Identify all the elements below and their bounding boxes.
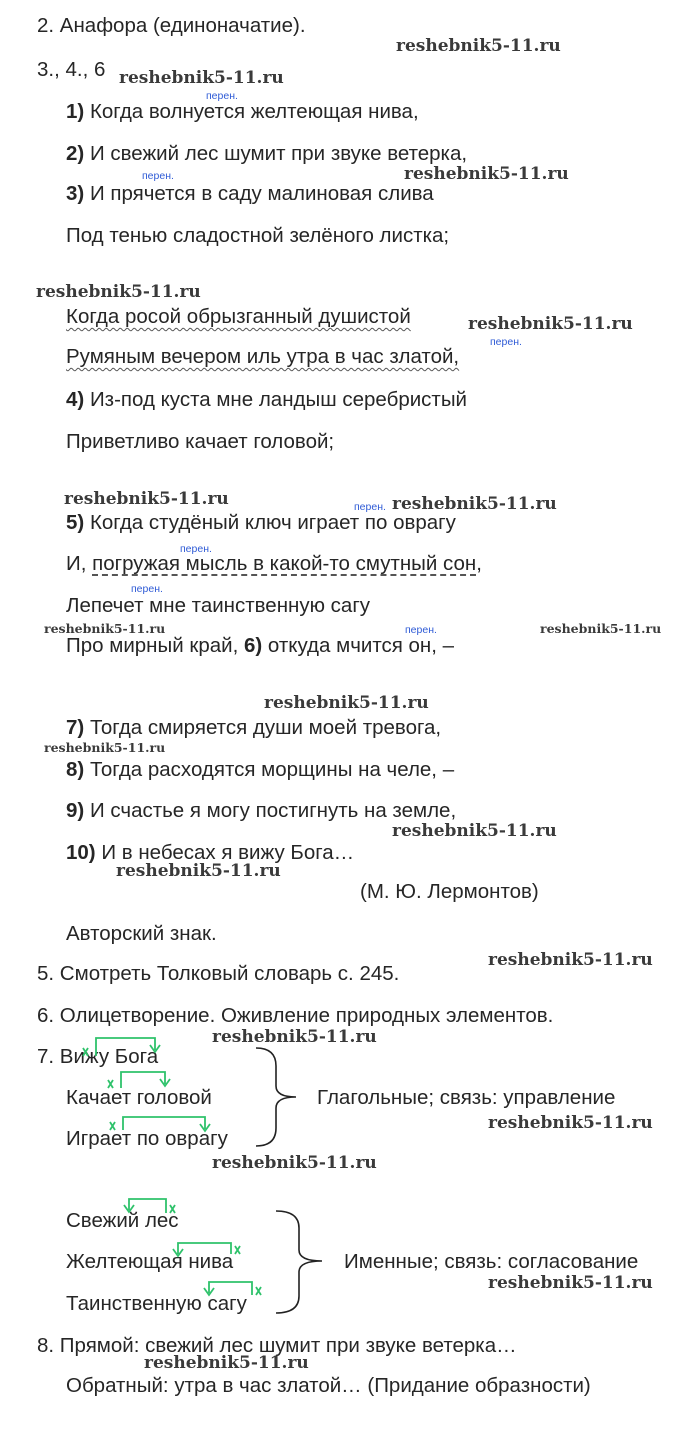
dependency-arrow [124, 1199, 175, 1213]
line-number: 10) [66, 841, 96, 864]
line-text: И прячется в саду малиновая слива [89, 182, 434, 205]
item-8-inverse: Обратный: утра в час златой… (Придание образности) [66, 1374, 591, 1397]
item-3-heading: 3., 4., 6 [37, 58, 106, 81]
watermark: reshebnik5-11.ru [264, 693, 429, 713]
verbal-group-label: Глагольные; связь: управление [317, 1086, 616, 1109]
wavy-phrase: Когда росой обрызганный душистой [66, 305, 411, 328]
watermark: reshebnik5-11.ru [540, 621, 662, 636]
line-number: 9) [66, 799, 85, 822]
line-text: Про мирный край, [66, 634, 244, 657]
watermark: reshebnik5-11.ru [488, 950, 653, 970]
line-number: 2) [66, 142, 85, 165]
transfer-note: перен. [490, 336, 522, 348]
line-number: 6) [244, 634, 263, 657]
dependency-arrow [83, 1038, 160, 1056]
line-text: И счастье я могу постигнуть на земле, [89, 799, 457, 822]
wavy-phrase: Румяным вечером иль утра в час златой, [66, 345, 460, 368]
line-text: Тогда расходятся морщины на челе, – [89, 758, 455, 781]
item-5: 5. Смотреть Толковый словарь с. 245. [37, 962, 400, 985]
transfer-note: перен. [131, 583, 163, 595]
dependency-arrow [204, 1282, 261, 1295]
item-8-direct: 8. Прямой: свежий лес шумит при звуке ветерка… [37, 1334, 517, 1357]
transfer-note: перен. [206, 90, 238, 102]
line-number: 8) [66, 758, 85, 781]
author-sign: Авторский знак. [66, 922, 217, 945]
watermark: reshebnik5-11.ru [64, 489, 229, 509]
phrase-1: Вижу Бога [59, 1045, 159, 1068]
line-number: 7) [66, 716, 85, 739]
transfer-note: перен. [142, 170, 174, 182]
transfer-note: перен. [354, 501, 386, 513]
phrase-5: Желтеющая нива [66, 1250, 234, 1273]
item-7-prefix: 7. [37, 1045, 60, 1068]
transfer-note: перен. [405, 624, 437, 636]
line-text: , [476, 552, 482, 575]
line-text: Из-под куста мне ландыш серебристый [89, 388, 468, 411]
phrase-3: Играет по оврагу [66, 1127, 228, 1150]
watermark: reshebnik5-11.ru [144, 1353, 309, 1373]
watermark: reshebnik5-11.ru [44, 740, 166, 755]
watermark: reshebnik5-11.ru [488, 1273, 653, 1293]
line-number: 1) [66, 100, 85, 123]
poem-line-3b: Под тенью сладостной зелёного листка; [66, 224, 450, 247]
transfer-note: перен. [180, 543, 212, 555]
line-text: И в небесах я вижу Бога… [101, 841, 355, 864]
line-number: 4) [66, 388, 85, 411]
line-number: 3) [66, 182, 85, 205]
watermark: reshebnik5-11.ru [212, 1153, 377, 1173]
poem-author: (М. Ю. Лермонтов) [360, 880, 539, 903]
phrase-6: Таинственную сагу [66, 1292, 247, 1315]
line-text: Тогда смиряется души моей тревога, [89, 716, 442, 739]
nominal-group-label: Именные; связь: согласование [344, 1250, 639, 1273]
line-text: Когда волнуется желтеющая нива, [89, 100, 419, 123]
line-text: Когда студёный ключ играет по оврагу [89, 511, 456, 534]
watermark: reshebnik5-11.ru [392, 821, 557, 841]
dependency-arrow [173, 1243, 240, 1256]
watermark: reshebnik5-11.ru [392, 494, 557, 514]
poem-line-7: Приветливо качает головой; [66, 430, 335, 453]
watermark: reshebnik5-11.ru [36, 282, 201, 302]
watermark: reshebnik5-11.ru [119, 68, 284, 88]
watermark: reshebnik5-11.ru [468, 314, 633, 334]
dependency-arrow [108, 1072, 170, 1088]
participle-phrase: погружая мысль в какой-то смутный сон [92, 552, 477, 575]
watermark: reshebnik5-11.ru [116, 861, 281, 881]
watermark: reshebnik5-11.ru [44, 621, 166, 636]
watermark: reshebnik5-11.ru [212, 1027, 377, 1047]
item-6: 6. Олицетворение. Оживление природных элементов. [37, 1004, 554, 1027]
verbal-group-brace [256, 1048, 296, 1146]
item-2: 2. Анафора (единоначатие). [37, 14, 306, 37]
watermark: reshebnik5-11.ru [404, 164, 569, 184]
dependency-arrow [110, 1117, 210, 1131]
line-text: откуда мчится он, – [262, 634, 455, 657]
watermark: reshebnik5-11.ru [396, 36, 561, 56]
nominal-group-brace [276, 1211, 322, 1313]
watermark: reshebnik5-11.ru [488, 1113, 653, 1133]
line-number: 5) [66, 511, 85, 534]
line-text: И, [66, 552, 93, 575]
poem-line-10: Лепечет мне таинственную сагу [66, 594, 371, 617]
phrase-4: Свежий лес [66, 1209, 179, 1232]
line-text: И свежий лес шумит при звуке ветерка, [89, 142, 468, 165]
phrase-2: Качает головой [66, 1086, 212, 1109]
